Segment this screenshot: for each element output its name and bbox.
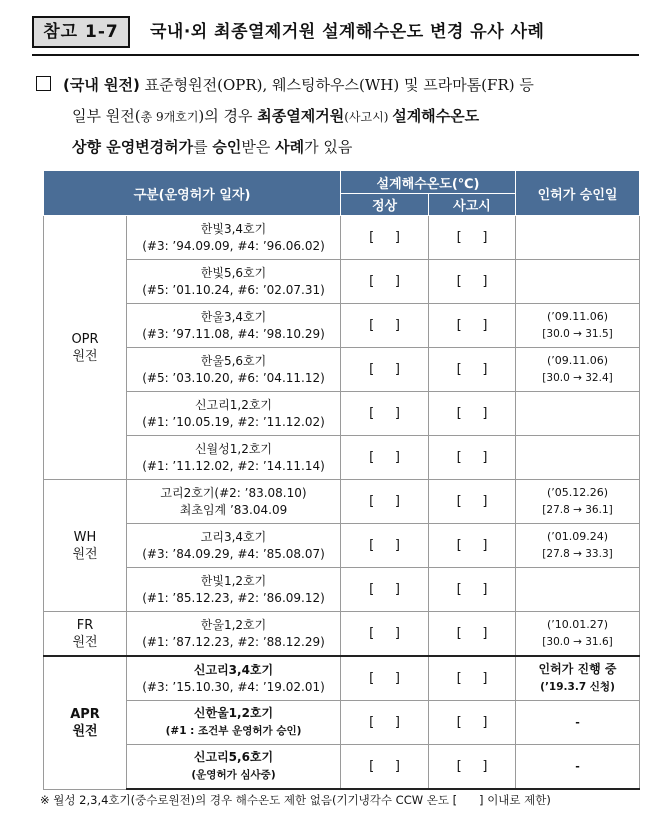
intro-text: 표준형원전(OPR), 웨스팅하우스(WH) 및 프라마톰(FR) 등 (139, 76, 534, 94)
intro-text: )의 경우 (198, 107, 258, 125)
unit-dates: (#3: ’15.10.30, #4: ’19.02.01) (142, 679, 325, 694)
approval-cell (516, 568, 640, 612)
approval-cell (516, 216, 640, 260)
table-row (44, 480, 640, 524)
unit-cell (127, 524, 341, 568)
table-row (44, 568, 640, 612)
table-row (44, 304, 640, 348)
section-header (32, 16, 639, 50)
normal-temp: [ ] (341, 656, 429, 701)
unit-cell (127, 701, 341, 745)
unit-name: 한울5,6호기 (200, 353, 267, 368)
approval-cell (516, 436, 640, 480)
approval-date: (’01.09.24) (546, 530, 609, 543)
unit-dates: (#1: ’11.12.02, #2: ’14.11.14) (142, 458, 325, 473)
domestic-label: (국내 원전) (63, 76, 140, 94)
normal-temp: [ ] (341, 612, 429, 657)
approval-cell (516, 612, 640, 657)
unit-dates: (#5: ’03.10.20, #6: ’04.11.12) (142, 370, 325, 385)
approval-date: (’09.11.06) (546, 354, 609, 367)
approval-date: (’05.12.26) (546, 486, 609, 499)
header-approval-date: 인허가 승인일 (516, 171, 640, 216)
intro-emphasis: 최종열제거원 (257, 107, 345, 125)
intro-emphasis: 상향 운영변경허가 (72, 138, 194, 156)
accident-temp: [ ] (429, 612, 516, 657)
group-label: 원전 (72, 723, 98, 739)
group-label: APR (70, 706, 100, 722)
intro-emphasis: 설계해수온도 (392, 107, 480, 125)
unit-name: 신고리3,4호기 (193, 662, 274, 677)
group-label: 원전 (72, 634, 98, 650)
table-row (44, 701, 640, 745)
table-row (44, 436, 640, 480)
unit-dates: (#1: ’87.12.23, #2: ’88.12.29) (142, 634, 325, 649)
table-header-row (44, 171, 640, 194)
approval-change: [27.8 → 36.1] (542, 504, 613, 516)
table-row (44, 612, 640, 657)
unit-dates: (#5: ’01.10.24, #6: ’02.07.31) (142, 282, 325, 297)
unit-cell (127, 745, 341, 790)
unit-cell (127, 656, 341, 701)
unit-name: 한빛1,2호기 (200, 573, 267, 588)
unit-cell (127, 568, 341, 612)
unit-name: 한울3,4호기 (200, 309, 267, 324)
unit-cell (127, 436, 341, 480)
accident-temp: [ ] (429, 480, 516, 524)
header-accident: 사고시 (429, 194, 516, 216)
unit-dates: (#3: ’94.09.09, #4: ’96.06.02) (142, 238, 325, 253)
unit-name: 고리3,4호기 (200, 529, 267, 544)
accident-temp: [ ] (429, 745, 516, 790)
intro-emphasis: 사례 (275, 138, 305, 156)
unit-cell (127, 612, 341, 657)
unit-name: 신한울1,2호기 (193, 706, 274, 720)
page-title: 국내·외 최종열제거원 설계해수온도 변경 유사 사례 (150, 22, 545, 42)
group-opr (44, 216, 127, 480)
unit-name: 한울1,2호기 (200, 617, 267, 632)
normal-temp: [ ] (341, 304, 429, 348)
unit-dates: 최초임계 ’83.04.09 (179, 502, 288, 517)
intro-text: 총 9개호기 (140, 110, 199, 124)
unit-name: 고리2호기(#2: ’83.08.10) (160, 485, 307, 500)
reference-badge: 참고 1-7 (32, 16, 130, 48)
approval-cell (516, 524, 640, 568)
approval-cell (516, 348, 640, 392)
accident-temp: [ ] (429, 392, 516, 436)
unit-dates: (#1: ’85.12.23, #2: ’86.09.12) (142, 590, 325, 605)
group-wh (44, 480, 127, 612)
normal-temp: [ ] (341, 348, 429, 392)
normal-temp: [ ] (341, 524, 429, 568)
approval-date: (’09.11.06) (546, 310, 609, 323)
intro-line-3 (36, 132, 642, 163)
header-normal: 정상 (341, 194, 429, 216)
intro-line-2 (36, 101, 642, 132)
group-label: OPR (71, 331, 99, 347)
normal-temp: [ ] (341, 568, 429, 612)
header-divider (32, 54, 639, 56)
unit-dates: (#1 : 조건부 운영허가 승인) (165, 725, 302, 737)
cases-table (43, 170, 640, 790)
table-row (44, 216, 640, 260)
normal-temp: [ ] (341, 260, 429, 304)
group-label: FR (76, 617, 94, 633)
header-design-temp: 설계해수온도(℃) (341, 171, 516, 194)
unit-cell (127, 260, 341, 304)
approval-cell (516, 392, 640, 436)
accident-temp: [ ] (429, 348, 516, 392)
normal-temp: [ ] (341, 745, 429, 790)
intro-text: 일부 원전( (72, 107, 141, 125)
approval-status: 인허가 진행 중 (538, 662, 617, 676)
intro-text: 를 (193, 138, 213, 156)
unit-cell (127, 216, 341, 260)
unit-cell (127, 480, 341, 524)
approval-status: - (516, 701, 640, 745)
approval-cell (516, 656, 640, 701)
unit-dates: (운영허가 심사중) (191, 769, 276, 781)
group-label: WH (73, 529, 97, 545)
table-row (44, 348, 640, 392)
table-row (44, 524, 640, 568)
table-row (44, 656, 640, 701)
normal-temp: [ ] (341, 701, 429, 745)
approval-cell (516, 260, 640, 304)
approval-filed: (’19.3.7 신청) (540, 681, 615, 693)
header-category: 구분(운영허가 일자) (44, 171, 341, 216)
approval-change: [27.8 → 33.3] (542, 548, 613, 560)
unit-dates: (#3: ’97.11.08, #4: ’98.10.29) (142, 326, 325, 341)
table-row (44, 745, 640, 790)
unit-dates: (#1: ’10.05.19, #2: ’11.12.02) (142, 414, 325, 429)
unit-name: 신월성1,2호기 (194, 441, 273, 456)
unit-name: 신고리5,6호기 (193, 750, 274, 764)
accident-temp: [ ] (429, 701, 516, 745)
checkbox-bullet-icon (36, 76, 51, 91)
footnote: ※ 월성 2,3,4호기(중수로원전)의 경우 해수온도 제한 없음(기기냉각수 CCW 온도 [ ] 이내로 제한) (40, 793, 551, 807)
normal-temp: [ ] (341, 480, 429, 524)
intro-emphasis: 승인 (212, 138, 242, 156)
approval-status: - (516, 745, 640, 790)
unit-cell (127, 348, 341, 392)
approval-change: [30.0 → 31.6] (542, 636, 613, 648)
accident-temp: [ ] (429, 216, 516, 260)
intro-text: (사고시) (344, 110, 393, 124)
accident-temp: [ ] (429, 656, 516, 701)
intro-text: 받은 (241, 138, 276, 156)
unit-dates: (#3: ’84.09.29, #4: ’85.08.07) (142, 546, 325, 561)
accident-temp: [ ] (429, 260, 516, 304)
approval-change: [30.0 → 32.4] (542, 372, 613, 384)
approval-cell (516, 304, 640, 348)
unit-name: 신고리1,2호기 (194, 397, 273, 412)
accident-temp: [ ] (429, 304, 516, 348)
unit-cell (127, 304, 341, 348)
group-apr (44, 656, 127, 789)
unit-cell (127, 392, 341, 436)
accident-temp: [ ] (429, 568, 516, 612)
intro-text: 가 있음 (304, 138, 353, 156)
approval-cell (516, 480, 640, 524)
group-fr (44, 612, 127, 657)
normal-temp: [ ] (341, 216, 429, 260)
accident-temp: [ ] (429, 524, 516, 568)
table-row (44, 260, 640, 304)
normal-temp: [ ] (341, 436, 429, 480)
intro-line-1 (36, 70, 642, 101)
accident-temp: [ ] (429, 436, 516, 480)
group-label: 원전 (72, 348, 98, 364)
unit-name: 한빛5,6호기 (200, 265, 267, 280)
table-row (44, 392, 640, 436)
approval-change: [30.0 → 31.5] (542, 328, 613, 340)
normal-temp: [ ] (341, 392, 429, 436)
intro-paragraph (36, 70, 642, 163)
approval-date: (’10.01.27) (546, 618, 609, 631)
unit-name: 한빛3,4호기 (200, 221, 267, 236)
group-label: 원전 (72, 546, 98, 562)
